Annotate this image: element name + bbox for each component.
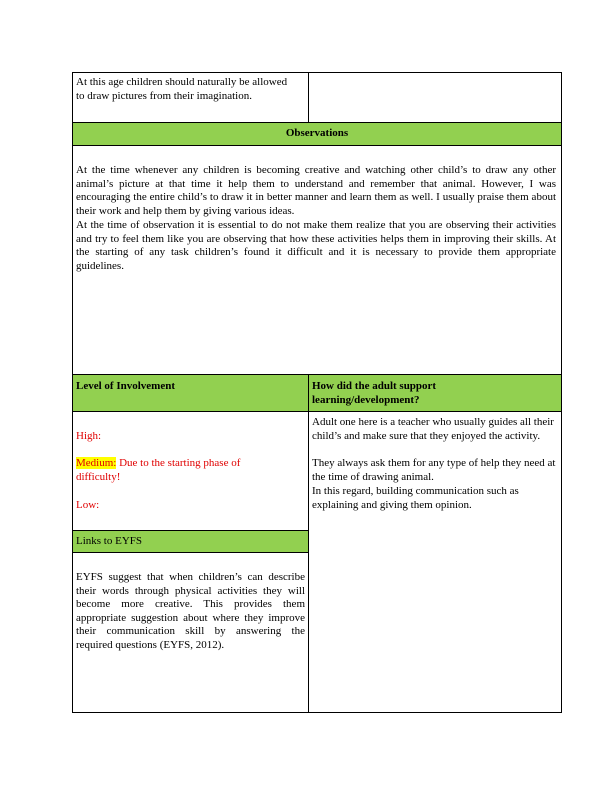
- adult-support-heading: How did the adult support learning/development?: [312, 380, 437, 406]
- involvement-medium: [76, 457, 276, 484]
- observations-heading: Observations: [285, 127, 349, 139]
- top-left-cell-text: At this age children should naturally be allowed to draw pictures from their imagination.: [76, 76, 288, 102]
- involvement-heading: Level of Involvement: [76, 380, 175, 392]
- eyfs-text: EYFS suggest that when children’s can describe their words through physical activities they will become more creative. This provides them appropriate suggestion about where they improve their communication skill by answering the required questions (EYFS, 2012).: [76, 571, 305, 651]
- observations-paragraph-1: At the time whenever any children is becoming creative and watching other child’s to draw any other animal’s picture at that time it help them to understand and remember that animal. However, I was encouraging the entire child’s to draw it in better manner and learn them as well. I usually praise them about their work and help them by giving various ideas.: [76, 164, 556, 217]
- medium-note: Due to the starting phase of difficulty!: [76, 457, 241, 483]
- involvement-high: High:: [76, 430, 102, 442]
- medium-label-highlight: Medium:: [76, 457, 117, 469]
- adult-support-paragraph-2: They always ask them for any type of help they need at the time of drawing animal.: [312, 457, 556, 483]
- adult-support-paragraph-1: Adult one here is a teacher who usually guides all their child’s and make sure that they enjoyed the activity.: [312, 416, 554, 442]
- involvement-low: Low:: [76, 499, 100, 511]
- adult-support-paragraph-3: In this regard, building communication such as explaining and giving them opinion.: [312, 485, 519, 511]
- observations-paragraph-2: At the time of observation it is essential to do not make them realize that you are observing their activities and try to feel them like you are observing that how these activities helps them in improving their skills. At the starting of any task children’s found it difficult and it is necessary to provide them appropriate guidelines.: [76, 219, 556, 272]
- eyfs-heading: Links to EYFS: [76, 535, 143, 547]
